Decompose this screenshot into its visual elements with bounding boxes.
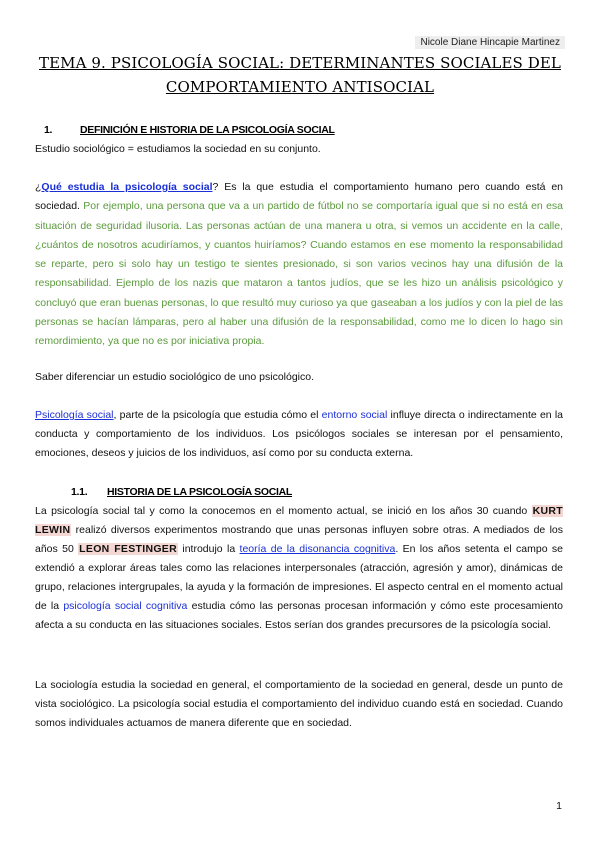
cognitive-social-psychology-term: psicología social cognitiva bbox=[63, 600, 188, 612]
definition-text-b: influye directa o indirectamente en la conducta y comportamiento de los individuos. Los psicólogos sociales se interesan por el pensamiento, emociones, deseos y juicios de los individuos, así como por su conducta externa. bbox=[35, 409, 564, 459]
differentiate-paragraph: Saber diferenciar un estudio sociológico de uno psicológico. bbox=[35, 371, 315, 383]
history-text-1: La psicología social tal y como la conocemos en el momento actual, se inició en los años 30 cuando bbox=[35, 505, 532, 517]
page-number: 1 bbox=[556, 800, 562, 812]
section-1-1-heading bbox=[71, 486, 292, 498]
section-1-title: DEFINICIÓN E HISTORIA DE LA PSICOLOGÍA SOCIAL bbox=[80, 124, 335, 136]
history-text-4: . En los años setenta el campo se extendió a explorar áreas tales como las relaciones interpersonales (atracción, agresión y amor), dinámicas de grupo, relaciones intergrupales, la ayuda y la formación de impresiones. El aspecto central en el momento actual de la bbox=[35, 543, 564, 612]
title-line-1: TEMA 9. PSICOLOGÍA SOCIAL: DETERMINANTES SOCIALES DEL bbox=[38, 54, 561, 72]
what-paragraph bbox=[35, 178, 563, 352]
title-line-2: COMPORTAMIENTO ANTISOCIAL bbox=[165, 78, 435, 96]
history-paragraph bbox=[35, 502, 563, 635]
section-1-1-title: HISTORIA DE LA PSICOLOGÍA SOCIAL bbox=[107, 486, 293, 498]
dissonance-theory-link[interactable]: teoría de la disonancia cognitiva bbox=[239, 543, 396, 555]
question-open: ¿ bbox=[35, 181, 42, 193]
history-text-5: estudia cómo las personas procesan información y cómo este procesamiento afecta a su conducta en las situaciones sociales. Estos serían dos grandes precursores de la psicología social. bbox=[35, 600, 564, 631]
definition-text-a: , parte de la psicología que estudia cómo el bbox=[113, 409, 322, 421]
section-1-1-number: 1.1. bbox=[71, 486, 88, 498]
social-environment-term: entorno social bbox=[321, 409, 388, 421]
page-title bbox=[30, 51, 570, 99]
example-text: Por ejemplo, una persona que va a un partido de fútbol no se comportaría igual que si no está en esa situación de seguridad ilusoria. Las personas actúan de una manera u otra, si vemos un accidente en la calle, ¿cuántos de nosotros acudiríamos, y cuantos huiríamos? Cuando estamos en ese momento la responsabilidad se reparte, pero si solo hay un testigo te sientes presionado, si son varios vecinos hay una difusión de la responsabilidad. Ejemplo de los nazis que mataron a tantos judíos, que se les hizo un análisis psicológico y concluyó que eran buenas personas, lo que resultó muy curioso ya que gaseaban a los judíos y con la piel de las personas se hacían lámparas, pero al haber una difusión de la responsabilidad, como me lo dicen lo hago sin remordimiento, ya que no es por iniciativa propia. bbox=[35, 200, 563, 348]
author-name: Nicole Diane Hincapie Martinez bbox=[415, 36, 565, 49]
closing-paragraph: La sociología estudia la sociedad en general, el comportamiento de la sociedad en general, desde un punto de vista sociológico. La psicología social estudia el comportamiento del individuo cuando está en sociedad. Cuando somos individuales actuamos de manera diferente que en sociedad. bbox=[35, 679, 563, 729]
kurt-lewin-name: KURT LEWIN bbox=[35, 505, 563, 536]
what-definition: ? Es la que estudia el comportamiento humano pero cuando está en sociedad. bbox=[35, 181, 563, 213]
intro-paragraph: Estudio sociológico = estudiamos la sociedad en su conjunto. bbox=[35, 143, 321, 155]
history-text-3: introdujo la bbox=[178, 543, 240, 555]
section-1-number: 1. bbox=[44, 124, 53, 136]
what-studies-link[interactable]: Qué estudia la psicología social bbox=[41, 181, 213, 193]
section-1-heading bbox=[44, 124, 335, 136]
social-psychology-link[interactable]: Psicología social bbox=[35, 409, 114, 421]
definition-paragraph bbox=[35, 406, 563, 463]
history-text-2: realizó diversos experimentos mostrando que unas personas influyen sobre otras. A mediados de los años 50 bbox=[35, 524, 563, 555]
leon-festinger-name: LEON FESTINGER bbox=[79, 543, 177, 555]
